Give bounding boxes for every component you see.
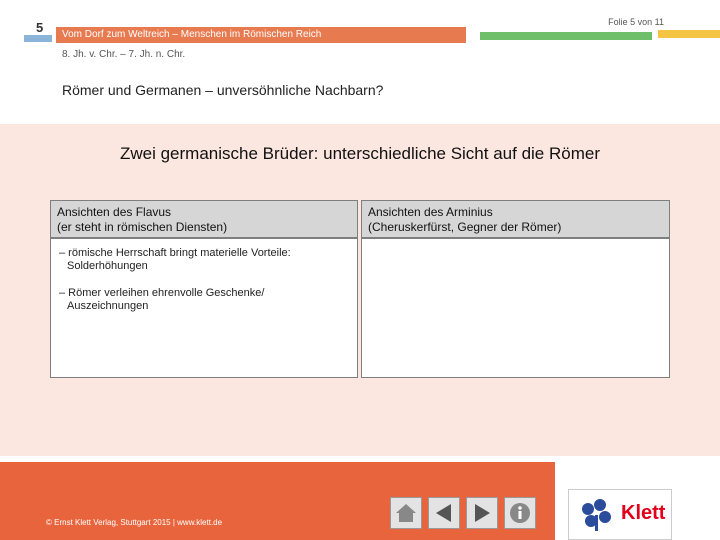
main-content-area — [0, 124, 720, 456]
arminius-heading-line2: (Cheruskerfürst, Gegner der Römer) — [368, 220, 562, 234]
flavus-heading-line1: Ansichten des Flavus — [57, 205, 172, 219]
chapter-number: 5 — [36, 20, 44, 35]
home-icon — [394, 501, 418, 525]
previous-icon — [432, 501, 456, 525]
previous-slide-button[interactable] — [428, 497, 460, 529]
flavus-heading-line2: (er steht in römischen Diensten) — [57, 220, 228, 234]
flavus-item-1-line1: – römische Herrschaft bringt materielle Vorteile: — [59, 247, 291, 259]
decorative-blue-bar — [24, 35, 52, 42]
info-button[interactable] — [504, 497, 536, 529]
slide-title: Zwei germanische Brüder: unterschiedliche Sicht auf die Römer — [119, 144, 600, 163]
series-title: Vom Dorf zum Weltreich – Menschen im Römischen Reich — [62, 29, 322, 40]
arminius-header-cell — [361, 200, 670, 238]
series-title-bar — [56, 27, 466, 43]
arminius-heading-line1: Ansichten des Arminius — [368, 205, 493, 219]
flavus-item-2 — [59, 287, 349, 313]
next-slide-button[interactable] — [466, 497, 498, 529]
flavus-item-1-line2: Solderhöhungen — [67, 260, 148, 272]
klett-logo — [568, 489, 672, 540]
next-icon — [470, 501, 494, 525]
klett-clover-icon — [577, 495, 617, 535]
copyright-text: © Ernst Klett Verlag, Stuttgart 2015 | www.klett.de — [46, 518, 223, 527]
topic-heading: Römer und Germanen – unversöhnliche Nachbarn? — [62, 82, 384, 98]
slide-counter: Folie 5 von 11 — [608, 17, 664, 27]
home-button[interactable] — [390, 497, 422, 529]
klett-logo-text: Klett — [621, 502, 666, 524]
flavus-content-cell — [50, 238, 358, 378]
info-icon — [508, 501, 532, 525]
flavus-item-2-line1: – Römer verleihen ehrenvolle Geschenke/ — [59, 287, 265, 299]
decorative-yellow-bar — [658, 30, 720, 38]
flavus-item-2-line2: Auszeichnungen — [67, 300, 149, 312]
arminius-content-cell[interactable] — [361, 238, 670, 378]
flavus-item-1 — [59, 247, 349, 273]
period-label: 8. Jh. v. Chr. – 7. Jh. n. Chr. — [62, 49, 186, 60]
decorative-green-bar — [480, 32, 652, 40]
flavus-header-cell — [50, 200, 358, 238]
